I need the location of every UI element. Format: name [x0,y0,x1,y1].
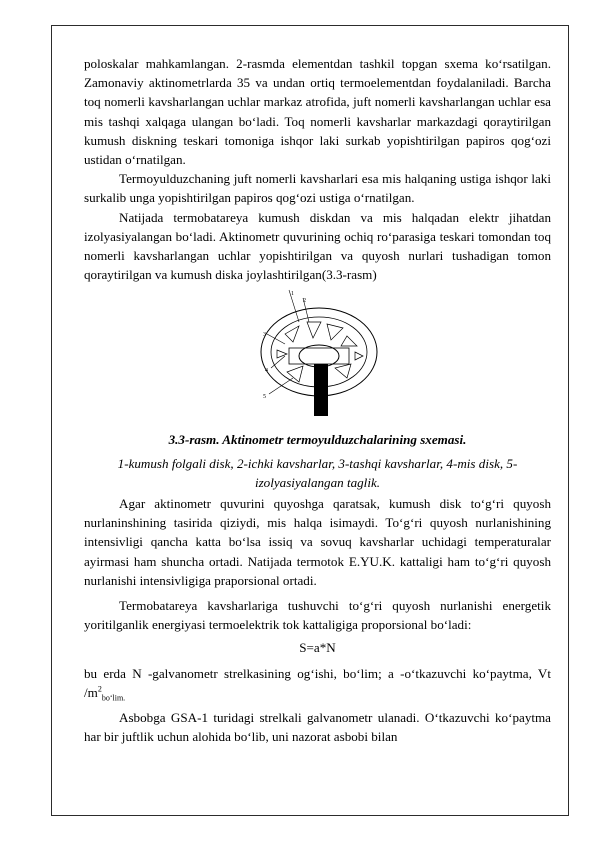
document-body [84,54,551,746]
figure-label-2: 2 [303,298,306,305]
leader-line-1 [267,334,285,344]
paragraph-4: Agar aktinometr quvurini quyoshga qaratsak, kumush disk to‘g‘ri quyosh nurlaninshining tasirida qiziydi, mis halqa isimaydi. To‘g‘ri quyosh nurlanishining intensivligi qancha katta bo‘lsa issiq va sovuq kavsharlar uchidagi temperaturalar ayirmasi ham shuncha ortadi. Natijada termotok E.YU.K. kattaligi ham to‘g‘ri quyosh nurlanishi intensivligiga praporsional ortadi. [84,496,551,588]
unit-subscript: bo‘lim. [101,693,126,703]
inner-junctions [285,322,357,346]
unit-superscript: 2 [97,684,102,694]
figure-label-1: 1 [291,291,294,298]
paragraph-2: Termoyulduzchaning juft nomerli kavsharlari esa mis halqaning ustiga ishqor laki surkalib unga yopishtirilgan papiros qog‘ozi ustiga o‘rnatilgan. [84,171,551,206]
paragraph-5: Termobatareya kavsharlariga tushuvchi to‘g‘ri quyosh nurlanishi energetik yoritilganlik energiyasi termoelektrik tok kattaligiga proporsional bo‘ladi: [84,598,551,633]
figure-label-5: 5 [263,394,266,401]
figure-caption-title: 3.3-rasm. Aktinometr termoyulduzchalarining sxemasi. [168,432,467,448]
figure-caption-legend: 1-kumush folgali disk, 2-ichki kavsharlar, 3-tashqi kavsharlar, 4-mis disk, 5-izolyasiyalangan taglik. [117,455,518,490]
figure-label-4: 4 [265,368,268,375]
paragraph-6: Asbobga GSA-1 turidagi strelkali galvanometr ulanadi. O‘tkazuvchi ko‘paytma har bir juftlik uchun alohida bo‘lib, uni nazorat asbobi bilan [84,710,551,745]
definition-text: bu erda N -galvanometr strelkasining og‘ishi, bo‘lim; a -o‘tkazuvchi ko‘paytma, Vt /m [84,665,551,700]
figure-thermopile-scheme [84,286,551,426]
figure-label-3: 3 [263,332,266,339]
formula: S=a*N [299,640,336,656]
definition-paragraph [84,664,551,702]
paragraph-1: poloskalar mahkamlangan. 2-rasmda elementdan tashkil topgan sxema ko‘rsatilgan. Zamonaviy aktinometrlarda 35 va undan ortiq termoelementdan foydalaniladi. Barcha toq nomerli kavsharlangan uchlar markaz atrofida, juft nomerli kavsharlangan uchlar esa mis tashqi xalqaga ulangan bo‘ladi. Toq nomerli kavsharlar markazdagi qoraytirilgan kumush diskning teskari tomoniga ishqor laki surkab yopishtirilgan papiros qog‘ozi ustidan o‘rnatilgan. [84,56,551,168]
leader-line-2 [269,378,293,394]
paragraph-3: Natijada termobatareya kumush diskdan va mis halqadan elektr jihatdan izolyasiyalangan bo‘ladi. Aktinometr quvurining ochiq ro‘parasiga teskari tomondan toq nomerli kavsharlangan uchlar yopishtirilgan va quyosh nurlari tushadigan tomon qoraytirilgan va kumush diska joylashtirilgan(3.3-rasm) [84,209,551,283]
thermopile-diagram [247,286,387,426]
insulated-base [314,364,328,416]
central-strip [289,348,349,364]
